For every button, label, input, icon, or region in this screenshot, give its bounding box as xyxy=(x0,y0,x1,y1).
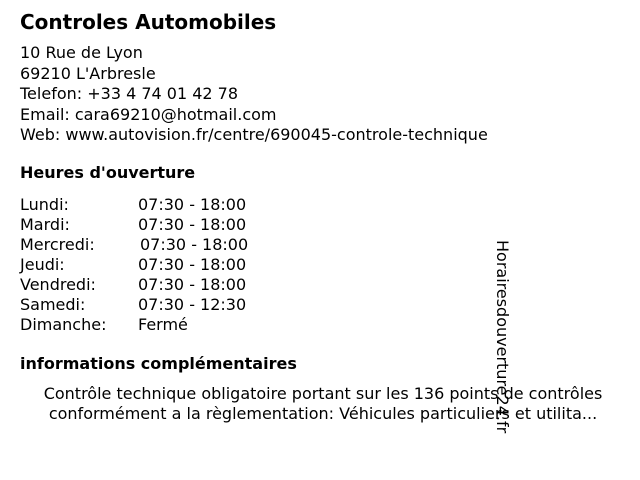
phone-line: Telefon: +33 4 74 01 42 78 xyxy=(20,84,239,103)
address-street: 10 Rue de Lyon xyxy=(20,43,143,62)
contact-block xyxy=(20,43,488,146)
additional-info-text xyxy=(20,384,626,424)
email-line: Email: cara69210@hotmail.com xyxy=(20,104,277,124)
day-label: Samedi: xyxy=(20,295,86,314)
additional-info-heading: informations complémentaires xyxy=(20,354,297,373)
time-value: 07:30 - 18:00 xyxy=(138,255,247,274)
day-label: Vendredi: xyxy=(20,275,96,294)
web-line: Web: www.autovision.fr/centre/690045-controle-technique xyxy=(20,125,488,144)
hours-row-sunday xyxy=(20,315,280,335)
hours-row-saturday xyxy=(20,295,280,315)
day-label: Mardi: xyxy=(20,215,70,234)
hours-row-monday xyxy=(20,195,280,215)
site-watermark: Horairesdouverture24.fr xyxy=(493,240,512,434)
time-value: Fermé xyxy=(138,315,188,334)
business-name: Controles Automobiles xyxy=(20,10,277,34)
description-line-2: conformément a la règlementation: Véhicules particuliers et utilita... xyxy=(48,404,598,423)
time-value: 07:30 - 18:00 xyxy=(140,235,249,254)
day-label: Mercredi: xyxy=(20,235,95,254)
hours-row-friday xyxy=(20,275,280,295)
hours-row-tuesday xyxy=(20,215,280,235)
opening-hours-table xyxy=(20,195,280,335)
time-value: 07:30 - 18:00 xyxy=(138,195,247,214)
time-value: 07:30 - 18:00 xyxy=(138,275,247,294)
day-label: Dimanche: xyxy=(20,315,107,334)
time-value: 07:30 - 18:00 xyxy=(138,215,247,234)
hours-row-wednesday xyxy=(20,235,280,255)
opening-hours-heading: Heures d'ouverture xyxy=(20,163,196,182)
time-value: 07:30 - 12:30 xyxy=(138,295,247,314)
day-label: Lundi: xyxy=(20,195,69,214)
description-line-1: Contrôle technique obligatoire portant sur les 136 points de contrôles xyxy=(43,384,603,403)
hours-row-thursday xyxy=(20,255,280,275)
day-label: Jeudi: xyxy=(20,255,65,274)
address-city: 69210 L'Arbresle xyxy=(20,63,156,83)
